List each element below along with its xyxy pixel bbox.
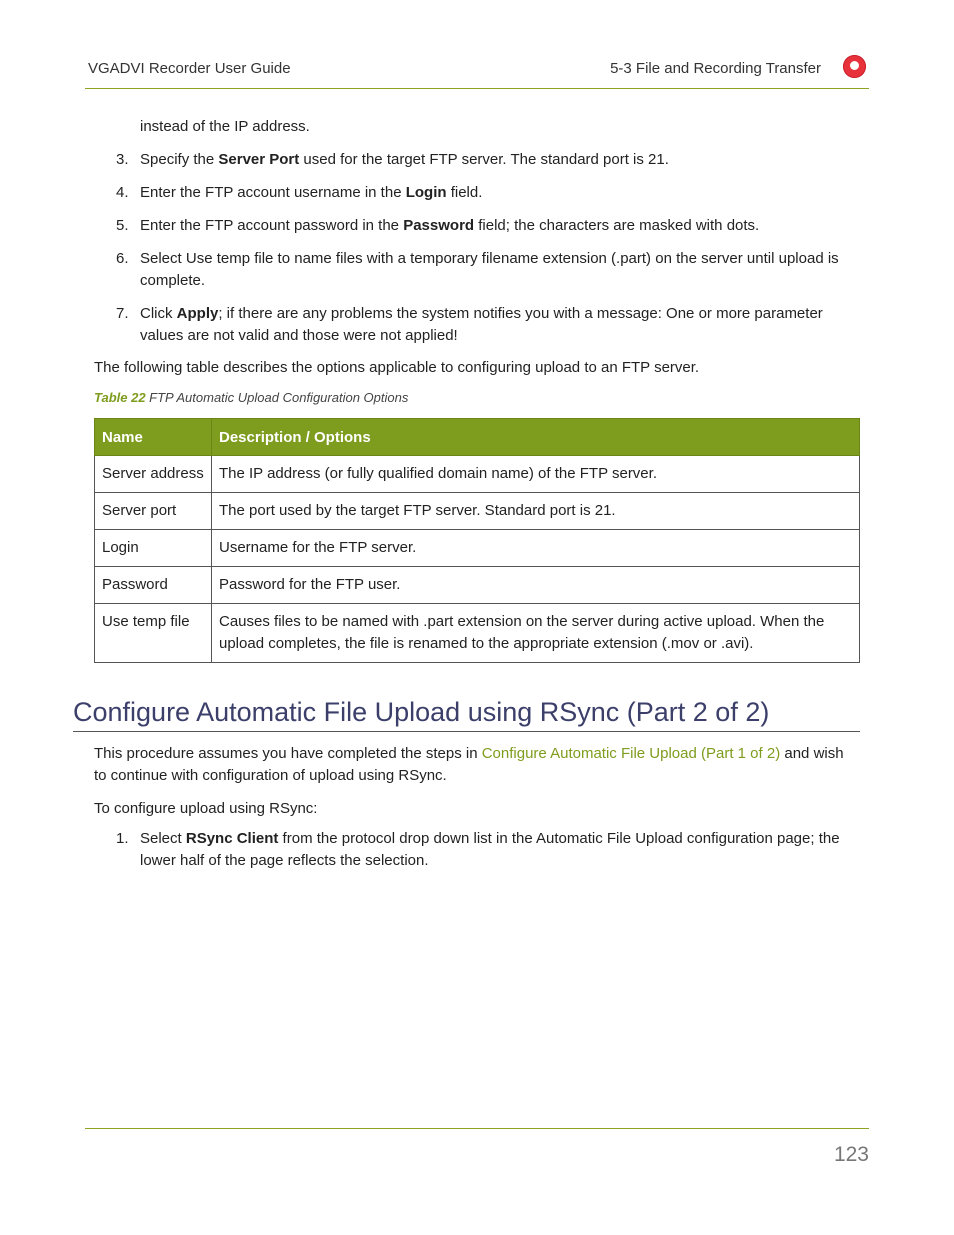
page-header <box>85 56 869 89</box>
table-title: FTP Automatic Upload Configuration Options <box>149 390 409 405</box>
table-cell: Use temp file <box>95 604 212 663</box>
table-cell: Server port <box>95 493 212 530</box>
table-row <box>95 604 860 663</box>
table-cell: Server address <box>95 456 212 493</box>
table-row <box>95 567 860 604</box>
chapter-title: 5-3 File and Recording Transfer <box>610 60 821 77</box>
list-item: 5. Enter the FTP account password in the Password field; the characters are masked with dots. <box>116 217 760 234</box>
column-header: Name <box>95 419 212 456</box>
list-item: 4. Enter the FTP account username in the Login field. <box>116 184 483 201</box>
record-icon <box>843 55 866 78</box>
page-number: 123 <box>833 1143 869 1166</box>
options-table <box>94 418 860 663</box>
table-caption <box>94 390 408 405</box>
table-cell: Username for the FTP server. <box>212 530 860 567</box>
part-1-link[interactable]: Configure Automatic File Upload (Part 1 of 2) <box>481 745 781 762</box>
document-title: VGADVI Recorder User Guide <box>88 60 291 77</box>
list-item: 3. Specify the Server Port used for the target FTP server. The standard port is 21. <box>116 151 669 168</box>
list-item: 1. Select RSync Client from the protocol drop down list in the Automatic File Upload configuration page; the lower half of the page reflects the selection. <box>116 830 840 869</box>
table-number: Table 22 <box>94 390 146 405</box>
rsync-steps-list <box>94 828 854 883</box>
table-row <box>95 530 860 567</box>
table-intro: The following table describes the options applicable to configuring upload to an FTP server. <box>94 359 700 376</box>
table-cell: Login <box>95 530 212 567</box>
table-row <box>95 456 860 493</box>
list-item: 7. Click Apply; if there are any problems the system notifies you with a message: One or more parameter values are not valid and those were not applied! <box>116 305 823 344</box>
table-header-row <box>95 419 860 456</box>
column-header: Description / Options <box>212 419 860 456</box>
rsync-intro: To configure upload using RSync: <box>94 800 318 817</box>
list-item: 6. Select Use temp file to name files with a temporary filename extension (.part) on the server until upload is complete. <box>116 250 839 289</box>
section-paragraph: This procedure assumes you have completed the steps in Configure Automatic File Upload (Part 1 of 2) and wish to continue with configuration of upload using RSync. <box>94 745 844 784</box>
table-cell: Password for the FTP user. <box>212 567 860 604</box>
table-row <box>95 493 860 530</box>
table-cell: The port used by the target FTP server. Standard port is 21. <box>212 493 860 530</box>
footer-divider <box>85 1128 869 1129</box>
intro-continuation: instead of the IP address. <box>140 118 310 135</box>
table-cell: Password <box>95 567 212 604</box>
table-cell: The IP address (or fully qualified domain name) of the FTP server. <box>212 456 860 493</box>
ftp-steps-list <box>94 149 854 358</box>
table-cell: Causes files to be named with .part extension on the server during active upload. When the upload completes, the file is renamed to the appropriate extension (.mov or .avi). <box>212 604 860 663</box>
section-heading: Configure Automatic File Upload using RSync (Part 2 of 2) <box>73 694 860 732</box>
